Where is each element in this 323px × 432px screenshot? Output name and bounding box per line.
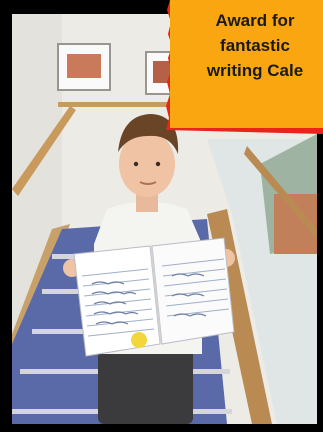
gold-sticker xyxy=(131,332,147,348)
award-caption-text xyxy=(170,8,323,83)
caption-line-1: Award for xyxy=(215,11,295,30)
caption-line-2: fantastic xyxy=(220,36,290,55)
award-caption xyxy=(170,0,323,128)
open-book-right-page xyxy=(152,238,234,344)
open-book-left-page xyxy=(74,246,160,356)
caption-line-3: writing Cale xyxy=(206,61,304,80)
shorts xyxy=(98,349,193,424)
